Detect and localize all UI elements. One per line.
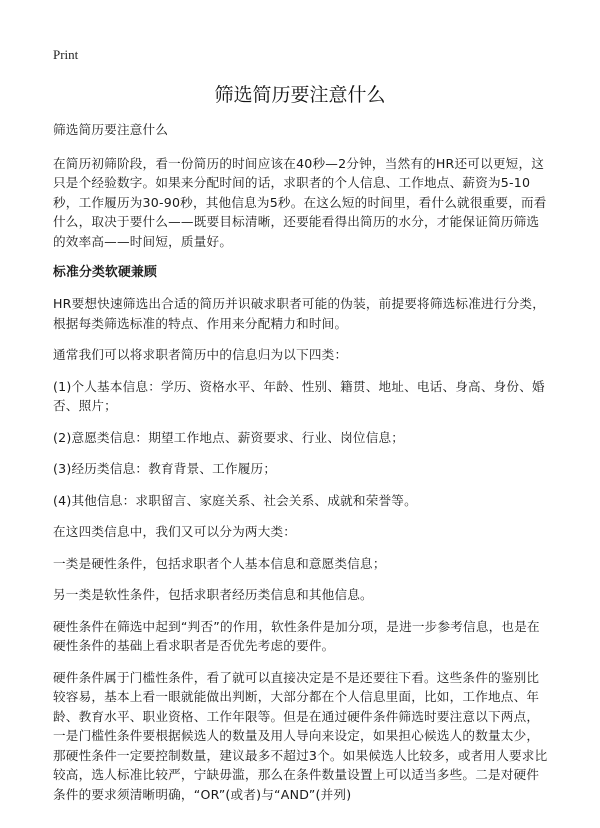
- list-item: (3)经历类信息：教育背景、工作履历；: [53, 461, 277, 476]
- paragraph: 通常我们可以将求职者简历中的信息归为以下四类：: [53, 347, 348, 362]
- paragraph: 在简历初筛阶段，看一份简历的时间应该在40秒—2分钟，当然有的HR还可以更短，这只是个经验数字。如果来分配时间的话，求职者的个人信息、工作地点、薪资为5-10秒，工作履历为30-90秒，其他信息为5秒。在这么短的时间里，看什么就很重要，而看什么，取决于要什么——既要目标清晰，还要能看得出简历的水分，才能保证简历筛选的效率高——时间短，质量好。: [53, 155, 547, 249]
- paragraph: 另一类是软性条件，包括求职者经历类信息和其他信息。: [53, 587, 373, 602]
- list-item: (4)其他信息：求职留言、家庭关系、社会关系、成就和荣誉等。: [53, 492, 417, 508]
- paragraph: 一类是硬性条件，包括求职者个人基本信息和意愿类信息；: [53, 555, 386, 571]
- list-item: (2)意愿类信息：期望工作地点、薪资要求、行业、岗位信息；: [53, 429, 405, 445]
- article-subtitle: 筛选简历要注意什么: [53, 122, 169, 137]
- list-item: (1)个人基本信息：学历、资格水平、年龄、性别、籍贯、地址、电话、身高、身份、婚否、照片；: [53, 378, 545, 413]
- paragraph: 硬件条件属于门槛性条件，看了就可以直接决定是不是还要往下看。这些条件的鉴别比较容易，基本上看一眼就能做出判断，大部分都在个人信息里面，比如，工作地点、年龄、教育水平、职业资格、工作年限等。但是在通过硬件条件筛选时要注意以下两点，一是门槛性条件要根据候选人的数量及用人导向来设定，如果担心候选人的数量太少，那硬性条件一定要控制数量，建议最多不超过3个。如果候选人比较多，或者用人要求比较高，选人标准比较严，宁缺毋滥，那么在条件数量设置上可以适当多些。二是对硬件条件的要求须清晰明确，“OR”(或者)与“AND”(并列): [53, 669, 548, 802]
- paragraph: HR要想快速筛选出合适的简历并识破求职者可能的伪装，前提要将筛选标准进行分类，根据每类筛选标准的特点、作用来分配精力和时间。: [53, 296, 545, 331]
- article-body: [53, 120, 548, 816]
- page-title: 筛选简历要注意什么: [214, 84, 386, 106]
- print-link[interactable]: Print: [53, 47, 79, 62]
- section-heading: 标准分类软硬兼顾: [53, 265, 157, 280]
- paragraph: 在这四类信息中，我们又可以分为两大类：: [53, 524, 297, 539]
- paragraph: 硬性条件在筛选中起到“判否”的作用，软性条件是加分项，是进一步参考信息，也是在硬性条件的基础上看求职者是否优先考虑的要件。: [53, 618, 540, 653]
